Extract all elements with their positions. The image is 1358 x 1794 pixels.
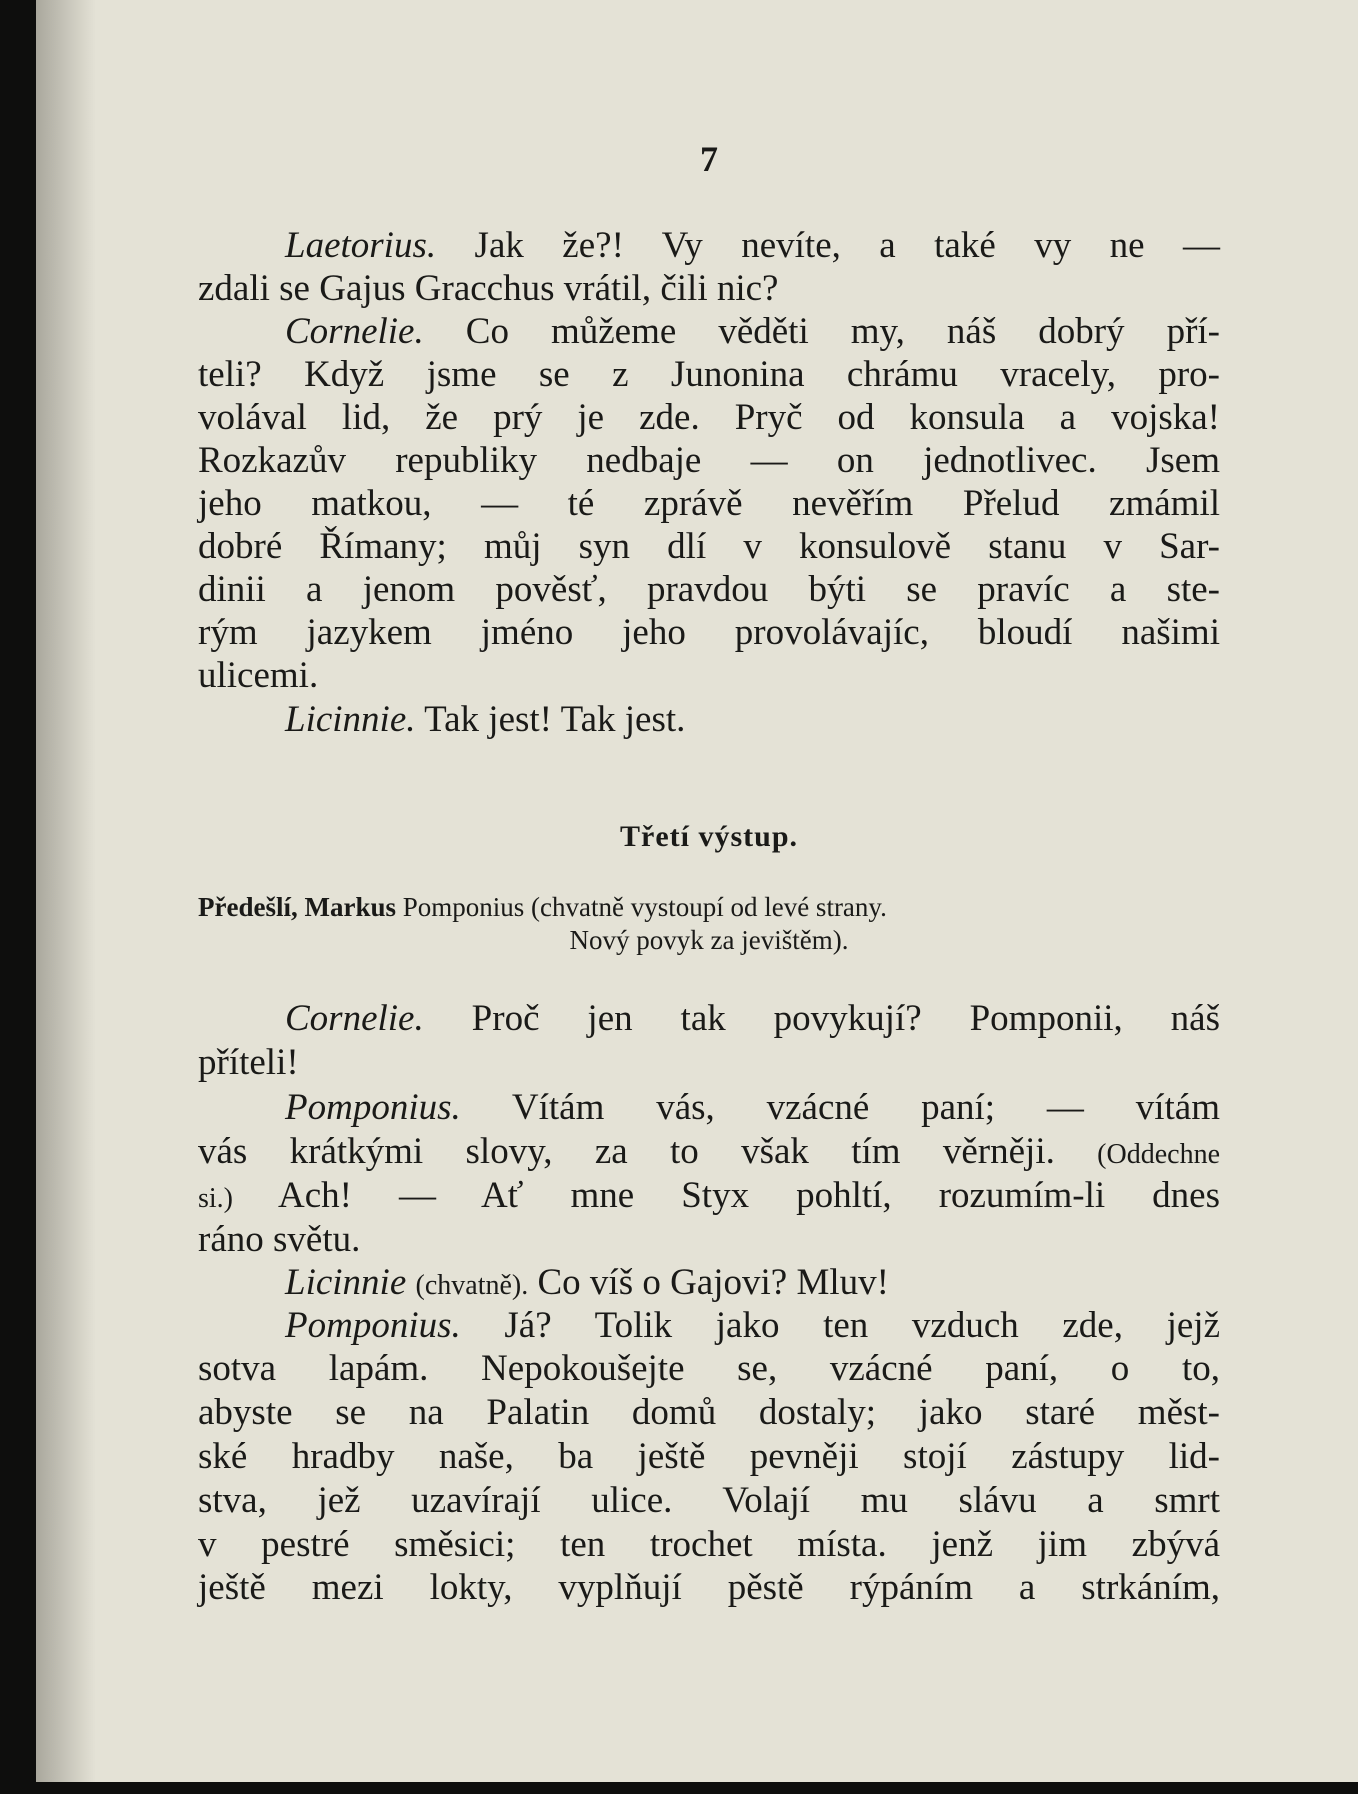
speaker-name: Licinnie (285, 1262, 407, 1303)
stage-direction-line: Nový povyk za jevištěm). (569, 925, 849, 955)
speaker-name: Pomponius. (285, 1087, 461, 1128)
text-line: zdali se Gajus Gracchus vrátil, čili nic? (198, 268, 779, 309)
dialogue-text: Vítám vás, vzácné paní; — vítám (511, 1087, 1220, 1128)
dialogue-text: Co víš o Gajovi? Mluv! (537, 1262, 889, 1303)
stage-direction-text: Pomponius (chvatně vystoupí od levé strany. (402, 892, 887, 922)
stage-direction-line (198, 894, 1220, 921)
speaker-name: Cornelie. (285, 311, 424, 352)
speaker-name: Laetorius. (285, 225, 437, 266)
text-line: rým jazykem jméno jeho provolávajíc, bloudí našimi (198, 612, 1220, 653)
dialogue-text: Ach! — Ať mne Styx pohltí, rozumím-li dnes (277, 1175, 1220, 1216)
dialogue-text: Proč jen tak povykují? Pomponii, náš (471, 998, 1221, 1039)
dialogue-text: Jak že?! Vy nevíte, a také vy ne — (474, 225, 1221, 266)
text-line: ráno světu. (198, 1219, 361, 1260)
text-line (198, 1307, 1220, 1344)
text-line: stva, jež uzavírají ulice. Volají mu slávu a smrt (198, 1480, 1220, 1521)
text-line: Rozkazův republiky nedbaje — on jednotlivec. Jsem (198, 440, 1220, 481)
text-line (198, 227, 1220, 264)
text-line: ské hradby naše, ba ještě pevněji stojí zástupy lid- (198, 1436, 1220, 1477)
text-line: volával lid, že prý je zde. Pryč od konsula a vojska! (198, 397, 1220, 438)
stage-note: (chvatně). (415, 1270, 529, 1301)
dialogue-text: vás krátkými slovy, za to však tím věrněji. (198, 1131, 1055, 1172)
text-line: jeho matkou, — té zprávě nevěřím Přelud zmámil (198, 483, 1220, 524)
stage-note: si.) (198, 1183, 233, 1214)
text-line: ulicemi. (198, 655, 319, 696)
text-line (198, 1000, 1220, 1037)
text-line: abyste se na Palatin domů dostaly; jako staré měst- (198, 1392, 1220, 1433)
dialogue-text: Co můžeme věděti my, náš dobrý pří- (465, 311, 1221, 352)
text-line: dobré Římany; můj syn dlí v konsulově stanu v Sar- (198, 526, 1220, 567)
page-gutter-shadow (36, 0, 96, 1782)
text-line: teli? Když jsme se z Junonina chrámu vracely, pro- (198, 354, 1220, 395)
book-page (36, 0, 1358, 1782)
text-line: příteli! (198, 1042, 299, 1083)
text-line: v pestré směsici; ten trochet místa. jenž jim zbývá (198, 1524, 1220, 1565)
scene-heading: Třetí výstup. (620, 820, 798, 853)
text-line: dinii a jenom pověsť, pravdou býti se pravíc a ste- (198, 569, 1220, 610)
text-line (198, 1177, 1220, 1214)
speaker-name: Pomponius. (285, 1305, 461, 1346)
text-line (198, 313, 1220, 350)
text-line: sotva lapám. Nepokoušejte se, vzácné paní, o to, (198, 1348, 1220, 1389)
text-line (198, 1133, 1220, 1170)
text-line (198, 701, 1220, 738)
speaker-name: Cornelie. (285, 998, 424, 1039)
dialogue-text: Já? Tolik jako ten vzduch zde, jejž (504, 1305, 1220, 1346)
text-line (198, 1264, 1220, 1301)
stage-note: (Oddechne (1097, 1139, 1220, 1170)
stage-direction-characters: Předešlí, Markus (198, 892, 396, 922)
page-number: 7 (700, 139, 718, 179)
dialogue-text: Tak jest! Tak jest. (424, 699, 686, 740)
text-line (198, 1089, 1220, 1126)
text-line: ještě mezi lokty, vyplňují pěstě rýpáním a strkáním, (198, 1567, 1220, 1608)
speaker-name: Licinnie. (285, 699, 416, 740)
